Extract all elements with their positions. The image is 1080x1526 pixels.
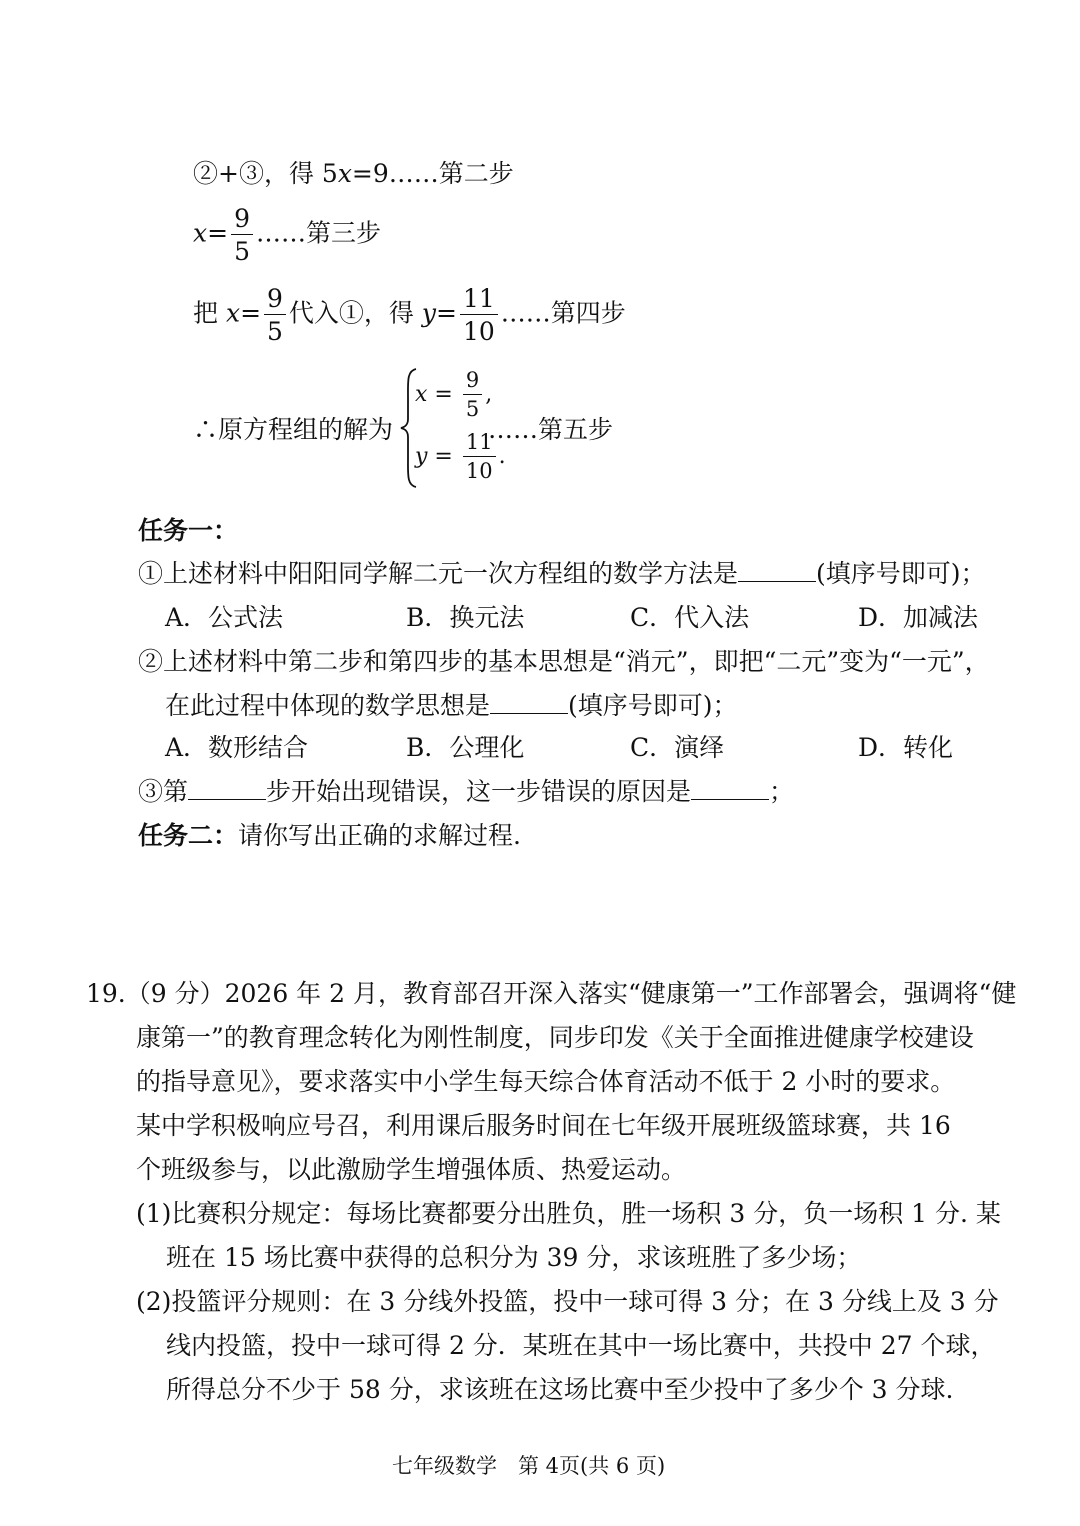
step-2: ②+③，得 5x=9……第二步 xyxy=(193,159,514,188)
q2-option-d: D．转化 xyxy=(858,733,954,762)
q1-option-c: C．代入法 xyxy=(630,603,750,632)
task2-text: 请你写出正确的求解过程. xyxy=(238,821,521,850)
q19-line-4: 某中学积极响应号召，利用课后服务时间在七年级开展班级篮球赛，共 16 xyxy=(136,1111,951,1140)
fraction: $\frac{9}{5}$ xyxy=(463,370,482,420)
answer-blank[interactable] xyxy=(188,777,266,800)
step-5-label: ∴原方程组的解为 xyxy=(193,415,394,444)
system-row-y: y = $\frac{11}{10}$ . xyxy=(415,430,506,483)
q19-line-2: 康第一”的教育理念转化为刚性制度，同步印发《关于全面推进健康学校建设 xyxy=(136,1023,974,1052)
q1-option-a: A．公式法 xyxy=(165,603,284,632)
q19-part2-line-3: 所得总分不少于 58 分，求该班在这场比赛中至少投中了多少个 3 分球. xyxy=(166,1375,954,1404)
step-5-suffix: ……第五步 xyxy=(488,415,614,444)
task2-heading: 任务二： xyxy=(138,821,239,850)
fraction: $\frac{9}{5}$ xyxy=(231,206,253,264)
q19-line-1: 19.（9 分）2026 年 2 月，教育部召开深入落实“健康第一”工作部署会，强调将“健 xyxy=(86,979,1017,1008)
q19-line-3: 的指导意见》，要求落实中小学生每天综合体育活动不低于 2 小时的要求。 xyxy=(136,1067,956,1096)
q2-option-b: B．公理化 xyxy=(406,733,525,762)
system-row-x: x = $\frac{9}{5}$ , xyxy=(415,368,493,421)
page-footer: 七年级数学 第 4页(共 6 页) xyxy=(392,1454,666,1478)
answer-blank[interactable] xyxy=(490,691,568,714)
q2-option-c: C．演绎 xyxy=(630,733,725,762)
answer-blank[interactable] xyxy=(691,777,769,800)
task2 xyxy=(138,816,521,852)
fraction: $\frac{11}{10}$ xyxy=(463,432,496,482)
q2-option-a: A．数形结合 xyxy=(165,733,309,762)
q19-part1-line-1: (1)比赛积分规定：每场比赛都要分出胜负，胜一场积 3 分，负一场积 1 分. 某 xyxy=(136,1199,1001,1228)
q19-part1-line-2: 班在 15 场比赛中获得的总积分为 39 分，求该班胜了多少场； xyxy=(166,1243,862,1272)
answer-blank[interactable] xyxy=(738,559,816,582)
step-3: x= $\frac{9}{5}$ ……第三步 xyxy=(193,204,381,266)
fraction: $\frac{11}{10}$ xyxy=(460,286,498,344)
step-4: 把 x= $\frac{9}{5}$ 代入①，得 y= $\frac{11}{10}$ ……第四步 xyxy=(193,284,626,346)
q19-part2-line-1: (2)投篮评分规则：在 3 分线外投篮，投中一球可得 3 分；在 3 分线上及 3 分 xyxy=(136,1287,999,1316)
q1-option-b: B．换元法 xyxy=(406,603,525,632)
q19-part2-line-2: 线内投篮，投中一球可得 2 分．某班在其中一场比赛中，共投中 27 个球， xyxy=(166,1331,996,1360)
task1-q3: ③第 步开始出现错误，这一步错误的原因是 ； xyxy=(138,777,795,806)
fraction: $\frac{9}{5}$ xyxy=(264,286,286,344)
task1-q2-line1: ②上述材料中第二步和第四步的基本思想是“消元”，即把“二元”变为“一元”， xyxy=(138,647,990,676)
task1-q2-line2: 在此过程中体现的数学思想是 (填序号即可)； xyxy=(165,691,738,720)
q1-option-d: D．加减法 xyxy=(858,603,979,632)
task1-q1: ①上述材料中阳阳同学解二元一次方程组的数学方法是 (填序号即可)； xyxy=(138,559,986,588)
q19-line-5: 个班级参与，以此激励学生增强体质、热爱运动。 xyxy=(136,1155,687,1184)
task1-heading: 任务一： xyxy=(138,516,239,545)
